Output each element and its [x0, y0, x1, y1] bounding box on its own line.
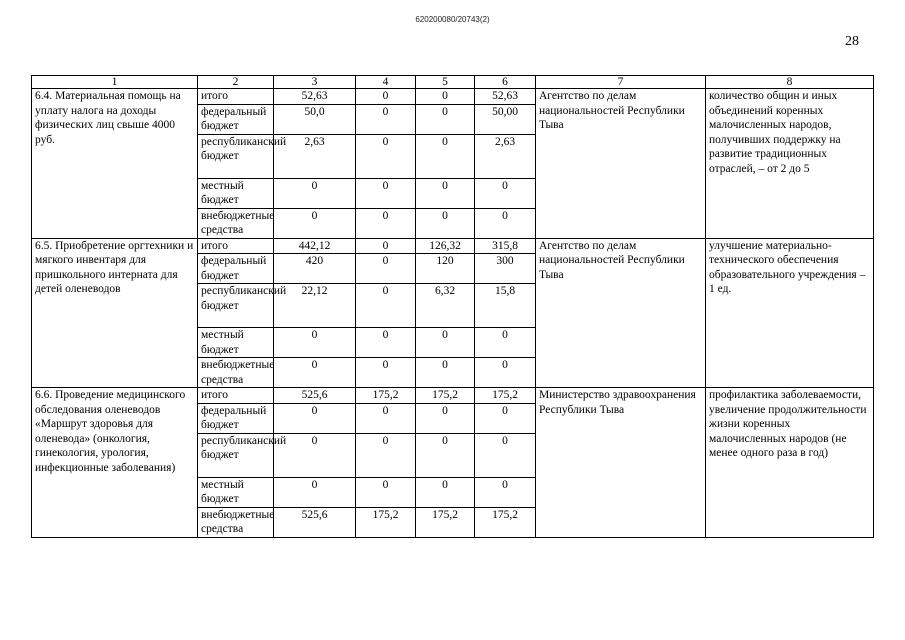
amount-cell: 120	[416, 254, 475, 284]
funding-source: итого	[198, 89, 274, 105]
amount-cell: 0	[356, 254, 416, 284]
funding-source: республиканский бюджет	[198, 433, 274, 477]
amount-cell: 15,8	[475, 284, 536, 328]
column-header: 8	[706, 76, 874, 89]
expected-result: профилактика заболеваемости, увеличение продолжительности жизни коренных малочисленных народов (не менее одного раза в год)	[706, 388, 874, 538]
funding-source: местный бюджет	[198, 477, 274, 507]
funding-source: республиканский бюджет	[198, 284, 274, 328]
amount-cell: 0	[274, 477, 356, 507]
budget-table	[31, 75, 874, 538]
amount-cell: 0	[356, 328, 416, 358]
amount-cell: 0	[475, 328, 536, 358]
amount-cell: 0	[356, 208, 416, 238]
amount-cell: 0	[274, 208, 356, 238]
amount-cell: 442,12	[274, 238, 356, 254]
amount-cell: 0	[416, 134, 475, 178]
column-header: 3	[274, 76, 356, 89]
amount-cell: 0	[356, 284, 416, 328]
amount-cell: 0	[416, 403, 475, 433]
amount-cell: 0	[416, 208, 475, 238]
amount-cell: 0	[416, 358, 475, 388]
amount-cell: 0	[416, 89, 475, 105]
amount-cell: 50,00	[475, 104, 536, 134]
amount-cell: 2,63	[274, 134, 356, 178]
amount-cell: 2,63	[475, 134, 536, 178]
amount-cell: 0	[416, 328, 475, 358]
funding-source: федеральный бюджет	[198, 403, 274, 433]
measure-name: 6.6. Проведение медицинского обследования оленеводов «Маршрут здоровья для оленевода» (онкология, гинекология, урология, инфекционные заболевания)	[32, 388, 198, 538]
amount-cell: 175,2	[475, 388, 536, 404]
amount-cell: 0	[274, 433, 356, 477]
amount-cell: 0	[416, 178, 475, 208]
column-header: 4	[356, 76, 416, 89]
column-header: 2	[198, 76, 274, 89]
column-header: 7	[536, 76, 706, 89]
amount-cell: 0	[274, 178, 356, 208]
table-row	[32, 238, 874, 254]
amount-cell: 52,63	[475, 89, 536, 105]
amount-cell: 0	[475, 433, 536, 477]
amount-cell: 420	[274, 254, 356, 284]
amount-cell: 6,32	[416, 284, 475, 328]
table-row	[32, 388, 874, 404]
funding-source: местный бюджет	[198, 178, 274, 208]
amount-cell: 175,2	[416, 507, 475, 537]
amount-cell: 175,2	[356, 507, 416, 537]
executor: Агентство по делам национальностей Республики Тыва	[536, 89, 706, 239]
column-number-row	[32, 76, 874, 89]
executor: Агентство по делам национальностей Республики Тыва	[536, 238, 706, 388]
measure-name: 6.4. Материальная помощь на уплату налога на доходы физических лиц свыше 4000 руб.	[32, 89, 198, 239]
amount-cell: 315,8	[475, 238, 536, 254]
column-header: 6	[475, 76, 536, 89]
amount-cell: 0	[356, 358, 416, 388]
expected-result: количество общин и иных объединений коренных малочисленных народов, получивших поддержку на развитие традиционных отраслей, – от 2 до 5	[706, 89, 874, 239]
amount-cell: 525,6	[274, 507, 356, 537]
amount-cell: 0	[475, 477, 536, 507]
amount-cell: 0	[416, 104, 475, 134]
funding-source: внебюджетные средства	[198, 507, 274, 537]
amount-cell: 0	[416, 477, 475, 507]
amount-cell: 0	[356, 403, 416, 433]
amount-cell: 300	[475, 254, 536, 284]
amount-cell: 0	[356, 89, 416, 105]
amount-cell: 175,2	[475, 507, 536, 537]
amount-cell: 175,2	[416, 388, 475, 404]
funding-source: итого	[198, 388, 274, 404]
funding-source: итого	[198, 238, 274, 254]
table-row	[32, 89, 874, 105]
amount-cell: 126,32	[416, 238, 475, 254]
executor: Министерство здравоохранения Республики Тыва	[536, 388, 706, 538]
measure-name: 6.5. Приобретение оргтехники и мягкого инвентаря для пришкольного интерната для детей оленеводов	[32, 238, 198, 388]
amount-cell: 0	[475, 178, 536, 208]
funding-source: внебюджетные средства	[198, 208, 274, 238]
column-header: 1	[32, 76, 198, 89]
amount-cell: 0	[274, 328, 356, 358]
funding-source: местный бюджет	[198, 328, 274, 358]
amount-cell: 0	[416, 433, 475, 477]
amount-cell: 175,2	[356, 388, 416, 404]
amount-cell: 0	[356, 433, 416, 477]
funding-source: федеральный бюджет	[198, 254, 274, 284]
amount-cell: 0	[356, 178, 416, 208]
amount-cell: 525,6	[274, 388, 356, 404]
expected-result: улучшение материально-технического обеспечения образовательного учреждения – 1 ед.	[706, 238, 874, 388]
amount-cell: 0	[475, 403, 536, 433]
page-number: 28	[845, 34, 859, 49]
amount-cell: 0	[274, 403, 356, 433]
amount-cell: 0	[356, 134, 416, 178]
amount-cell: 22,12	[274, 284, 356, 328]
column-header: 5	[416, 76, 475, 89]
amount-cell: 52,63	[274, 89, 356, 105]
funding-source: республиканский бюджет	[198, 134, 274, 178]
funding-source: федеральный бюджет	[198, 104, 274, 134]
amount-cell: 0	[274, 358, 356, 388]
document-id: 620200080/20743(2)	[415, 15, 490, 24]
amount-cell: 0	[475, 208, 536, 238]
amount-cell: 0	[356, 238, 416, 254]
amount-cell: 0	[356, 477, 416, 507]
amount-cell: 50,0	[274, 104, 356, 134]
amount-cell: 0	[356, 104, 416, 134]
amount-cell: 0	[475, 358, 536, 388]
funding-source: внебюджетные средства	[198, 358, 274, 388]
